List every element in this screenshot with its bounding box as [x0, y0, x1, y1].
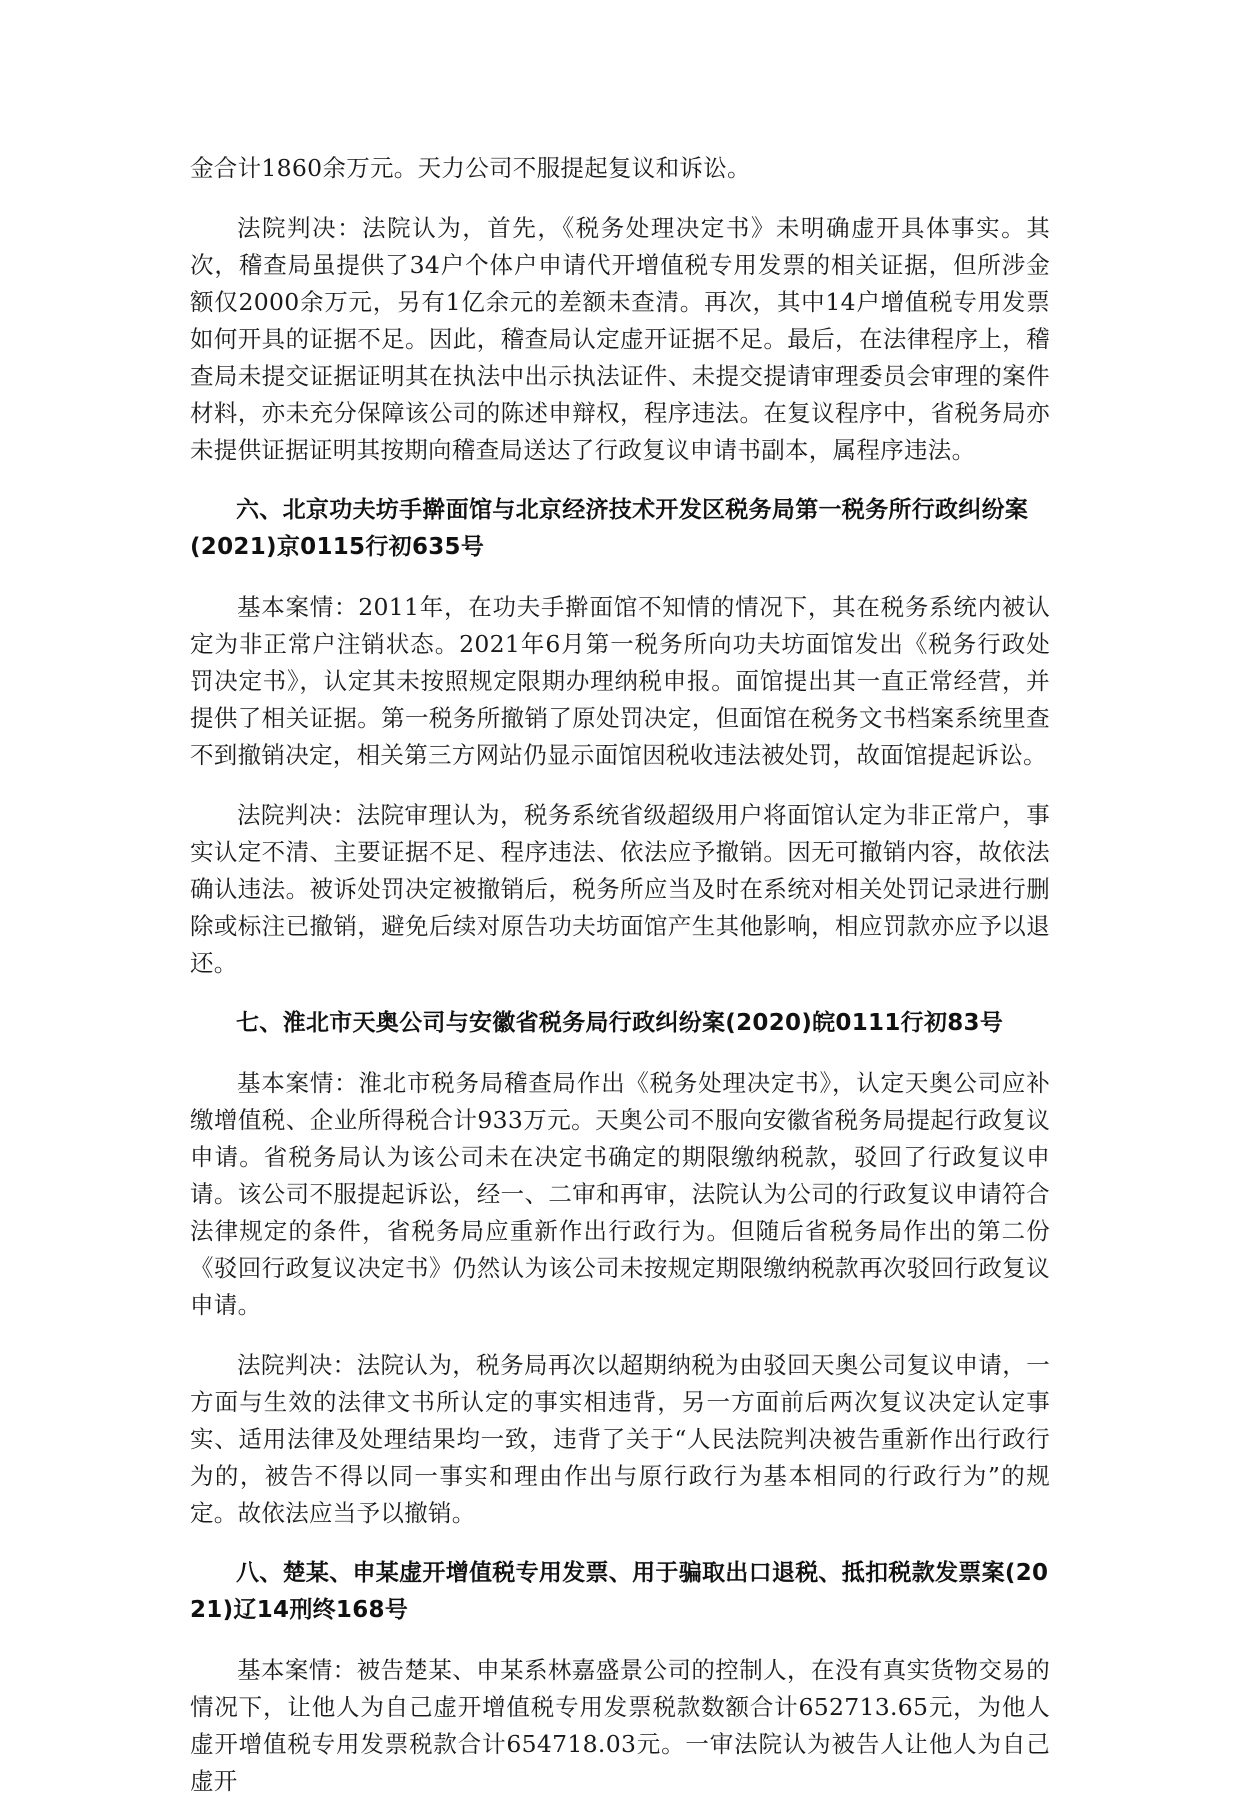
paragraph: 基本案情：2011年，在功夫手擀面馆不知情的情况下，其在税务系统内被认定为非正常户注销状态。2021年6月第一税务所向功夫坊面馆发出《税务行政处罚决定书》，认定其未按照规定限期办理纳税申报。面馆提出其一直正常经营，并提供了相关证据。第一税务所撤销了原处罚决定，但面馆在税务文书档案系统里查不到撤销决定，相关第三方网站仍显示面馆因税收违法被处罚，故面馆提起诉讼。: [190, 593, 1050, 769]
paragraph: 金合计1860余万元。天力公司不服提起复议和诉讼。: [190, 154, 751, 182]
section-heading: 六、北京功夫坊手擀面馆与北京经济技术开发区税务局第一税务所行政纠纷案(2021)京0115行初635号: [190, 497, 1029, 560]
paragraph: 基本案情：淮北市税务局稽查局作出《税务处理决定书》，认定天奥公司应补缴增值税、企业所得税合计933万元。天奥公司不服向安徽省税务局提起行政复议申请。省税务局认为该公司未在决定书确定的期限缴纳税款，驳回了行政复议申请。该公司不服提起诉讼，经一、二审和再审，法院认为公司的行政复议申请符合法律规定的条件，省税务局应重新作出行政行为。但随后省税务局作出的第二份《驳回行政复议决定书》仍然认为该公司未按规定期限缴纳税款再次驳回行政复议申请。: [190, 1069, 1050, 1319]
paragraph: 法院判决：法院认为，税务局再次以超期纳税为由驳回天奥公司复议申请，一方面与生效的法律文书所认定的事实相违背，另一方面前后两次复议决定认定事实、适用法律及处理结果均一致，违背了关于“人民法院判决被告重新作出行政行为的，被告不得以同一事实和理由作出与原行政行为基本相同的行政行为”的规定。故依法应当予以撤销。: [190, 1351, 1050, 1527]
section-heading: 七、淮北市天奥公司与安徽省税务局行政纠纷案(2020)皖0111行初83号: [236, 1010, 1004, 1036]
paragraph: 法院判决：法院审理认为，税务系统省级超级用户将面馆认定为非正常户，事实认定不清、主要证据不足、程序违法、依法应予撤销。因无可撤销内容，故依法确认违法。被诉处罚决定被撤销后，税务所应当及时在系统对相关处罚记录进行删除或标注已撤销，避免后续对原告功夫坊面馆产生其他影响，相应罚款亦应予以退还。: [190, 801, 1050, 977]
paragraph: 基本案情：被告楚某、申某系林嘉盛景公司的控制人，在没有真实货物交易的情况下，让他人为自己虚开增值税专用发票税款数额合计652713.65元，为他人虚开增值税专用发票税款合计654718.03元。一审法院认为被告人让他人为自己虚开: [190, 1656, 1050, 1795]
section-heading: 八、楚某、申某虚开增值税专用发票、用于骗取出口退税、抵扣税款发票案(2021)辽14刑终168号: [190, 1560, 1049, 1623]
document-page: [190, 150, 1050, 1800]
paragraph: 法院判决：法院认为，首先，《税务处理决定书》未明确虚开具体事实。其次，稽查局虽提供了34户个体户申请代开增值税专用发票的相关证据，但所涉金额仅2000余万元，另有1亿余元的差额未查清。再次，其中14户增值税专用发票如何开具的证据不足。因此，稽查局认定虚开证据不足。最后，在法律程序上，稽查局未提交证据证明其在执法中出示执法证件、未提交提请审理委员会审理的案件材料，亦未充分保障该公司的陈述申辩权，程序违法。在复议程序中，省税务局亦未提供证据证明其按期向稽查局送达了行政复议申请书副本，属程序违法。: [190, 214, 1050, 464]
